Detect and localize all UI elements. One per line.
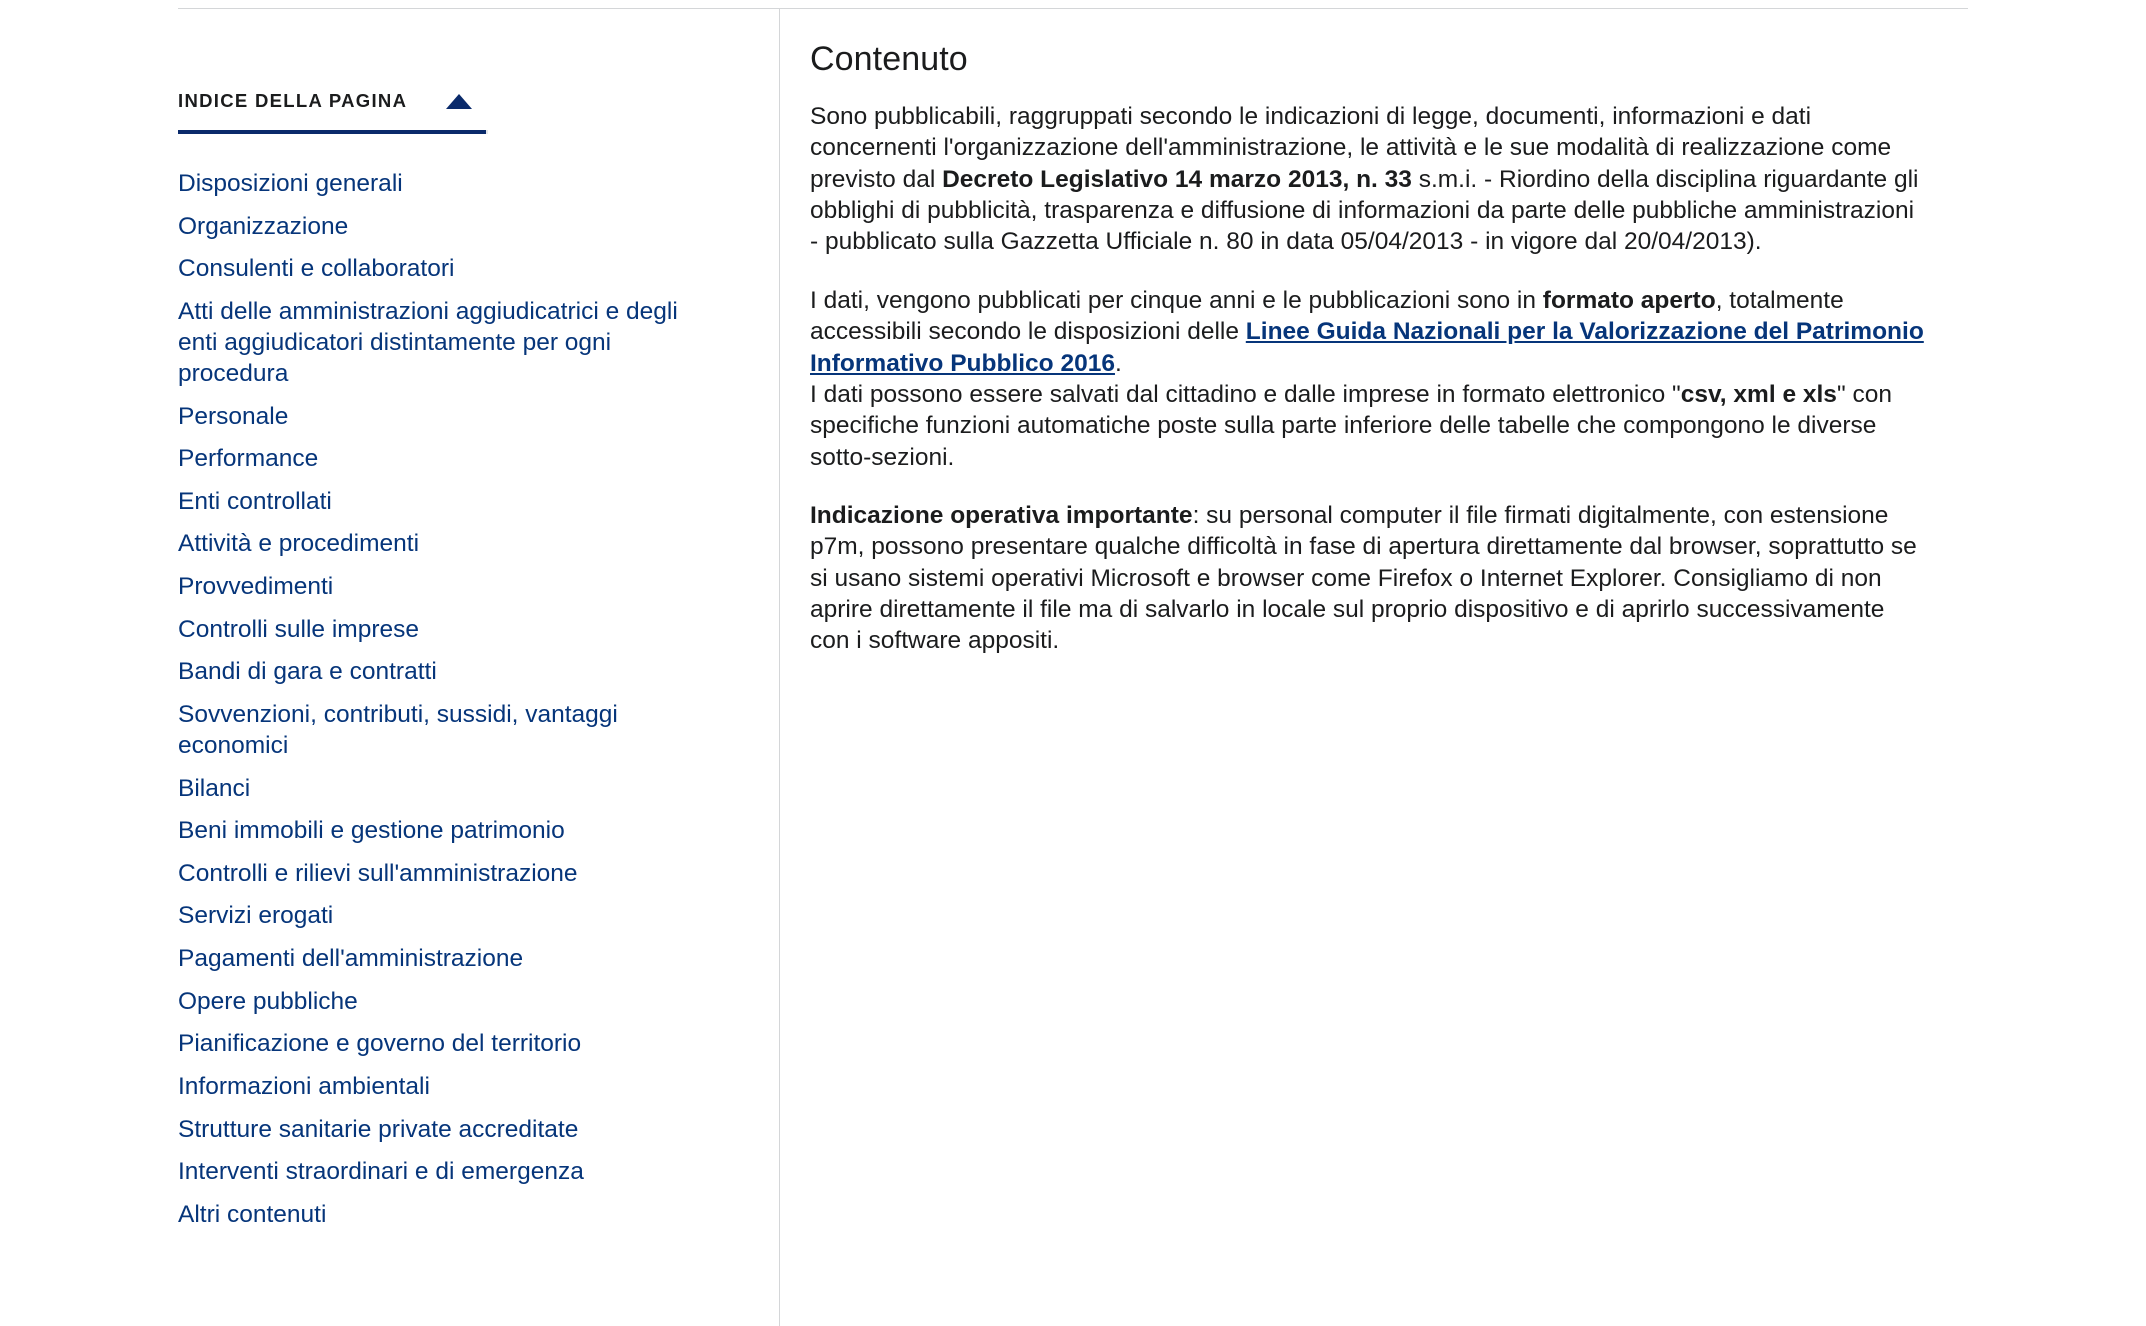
index-link-consulenti-e-collaboratori[interactable]: Consulenti e collaboratori bbox=[178, 255, 455, 283]
index-link-bilanci[interactable]: Bilanci bbox=[178, 774, 251, 802]
list-item bbox=[178, 528, 723, 559]
indicazione-operativa-label: Indicazione operativa importante bbox=[810, 501, 1193, 529]
index-link-performance[interactable]: Performance bbox=[178, 445, 319, 473]
paragraph-text: I dati, vengono pubblicati per cinque anni e le pubblicazioni sono in bbox=[810, 286, 1543, 314]
index-link-sovvenzioni-contributi-sussidi[interactable]: Sovvenzioni, contributi, sussidi, vantaggi economici bbox=[178, 700, 618, 760]
index-link-atti-amministrazioni-aggiudicatrici[interactable]: Atti delle amministrazioni aggiudicatrici e degli enti aggiudicatori distintamente per ogni procedura bbox=[178, 297, 678, 388]
list-item bbox=[178, 486, 723, 517]
list-item bbox=[178, 1114, 723, 1145]
formato-aperto-emphasis: formato aperto bbox=[1542, 286, 1716, 314]
index-link-beni-immobili-e-gestione-patrimonio[interactable]: Beni immobili e gestione patrimonio bbox=[178, 817, 565, 845]
index-link-strutture-sanitarie-private-accreditate[interactable]: Strutture sanitarie private accreditate bbox=[178, 1115, 579, 1143]
list-item bbox=[178, 401, 723, 432]
paragraph-text: . bbox=[1114, 349, 1122, 377]
paragraph-formati-file bbox=[810, 379, 1925, 473]
page-index bbox=[178, 90, 678, 1241]
list-item bbox=[178, 943, 723, 974]
paragraph-text: Sono pubblicabili, raggruppati secondo le indicazioni di legge, documenti, informazioni e dati concernenti l'organizzazione dell'amministrazione, le attività e le sue modalità di realizzazione come previsto dal bbox=[810, 103, 1892, 193]
page-index-progress-bar bbox=[178, 130, 488, 134]
paragraph-text: , totalmente accessibili secondo le disposizioni delle bbox=[810, 286, 1844, 346]
list-item bbox=[178, 1071, 723, 1102]
list-item bbox=[178, 443, 723, 474]
list-item bbox=[178, 296, 723, 389]
list-item bbox=[178, 858, 723, 889]
index-link-altri-contenuti[interactable]: Altri contenuti bbox=[178, 1200, 327, 1228]
page-index-header[interactable] bbox=[178, 90, 488, 130]
linee-guida-nazionali-link[interactable]: Linee Guida Nazionali per la Valorizzazione del Patrimonio Informativo Pubblico 2016 bbox=[810, 318, 1924, 377]
list-item bbox=[178, 168, 723, 199]
index-link-provvedimenti[interactable]: Provvedimenti bbox=[178, 573, 334, 601]
paragraph-text: s.m.i. - Riordino della disciplina riguardante gli obblighi di pubblicità, trasparenza e diffusione di informazioni da parte delle pubbliche amministrazioni - pubblicato sulla Gazzetta Ufficiale n. 80 in data 05/04/2013 - in vigore dal 20/04/2013). bbox=[810, 165, 1919, 256]
index-link-enti-controllati[interactable]: Enti controllati bbox=[178, 487, 332, 515]
paragraph-indicazione-operativa bbox=[810, 500, 1925, 657]
paragraph-formato-aperto bbox=[810, 285, 1925, 379]
index-link-personale[interactable]: Personale bbox=[178, 402, 289, 430]
list-item bbox=[178, 1199, 723, 1230]
page-title: Contenuto bbox=[810, 40, 968, 78]
formati-file-emphasis: csv, xml e xls bbox=[1680, 380, 1837, 408]
index-link-opere-pubbliche[interactable]: Opere pubbliche bbox=[178, 987, 358, 1015]
index-link-attivita-e-procedimenti[interactable]: Attività e procedimenti bbox=[178, 530, 420, 558]
index-link-interventi-straordinari-e-di-emergenza[interactable]: Interventi straordinari e di emergenza bbox=[178, 1158, 584, 1186]
index-link-controlli-e-rilievi[interactable]: Controlli e rilievi sull'amministrazione bbox=[178, 859, 578, 887]
index-link-pagamenti-dellamministrazione[interactable]: Pagamenti dell'amministrazione bbox=[178, 945, 524, 973]
index-link-informazioni-ambientali[interactable]: Informazioni ambientali bbox=[178, 1072, 430, 1100]
content-section bbox=[810, 40, 1925, 684]
page-index-list bbox=[178, 168, 723, 1230]
index-link-organizzazione[interactable]: Organizzazione bbox=[178, 212, 349, 240]
list-item bbox=[178, 986, 723, 1017]
index-link-bandi-di-gara-e-contratti[interactable]: Bandi di gara e contratti bbox=[178, 658, 437, 686]
list-item bbox=[178, 571, 723, 602]
index-link-controlli-sulle-imprese[interactable]: Controlli sulle imprese bbox=[178, 615, 420, 643]
paragraph-text: : su personal computer il file firmati digitalmente, con estensione p7m, possono presentare qualche difficoltà in fase di apertura direttamente dal browser, soprattutto se si usano sistemi operativi Microsoft e browser come Firefox o Internet Explorer. Consigliamo di non aprire direttamente il file ma di salvarlo in locale sul proprio dispositivo e di aprirlo successivamente con i software appositi. bbox=[810, 501, 1917, 655]
index-link-servizi-erogati[interactable]: Servizi erogati bbox=[178, 902, 334, 930]
list-item bbox=[178, 614, 723, 645]
chevron-up-icon[interactable] bbox=[446, 94, 472, 109]
paragraph-text: I dati possono essere salvati dal cittadino e dalle imprese in formato elettronico " bbox=[810, 380, 1681, 408]
page-index-title: INDICE DELLA PAGINA bbox=[178, 90, 408, 111]
index-link-disposizioni-generali[interactable]: Disposizioni generali bbox=[178, 170, 403, 197]
paragraph-normativa bbox=[810, 101, 1925, 258]
list-item bbox=[178, 699, 723, 761]
decreto-legislativo-reference: Decreto Legislativo 14 marzo 2013, n. 33 bbox=[942, 165, 1412, 193]
list-item bbox=[178, 900, 723, 931]
paragraph-text: " con specifiche funzioni automatiche poste sulla parte inferiore delle tabelle che compongono le diverse sotto-sezioni. bbox=[810, 380, 1892, 471]
list-item bbox=[178, 773, 723, 804]
list-item bbox=[178, 211, 723, 242]
list-item bbox=[178, 656, 723, 687]
list-item bbox=[178, 253, 723, 284]
list-item bbox=[178, 815, 723, 846]
list-item bbox=[178, 1156, 723, 1187]
index-link-pianificazione-e-governo-del-territorio[interactable]: Pianificazione e governo del territorio bbox=[178, 1030, 582, 1058]
list-item bbox=[178, 1028, 723, 1059]
